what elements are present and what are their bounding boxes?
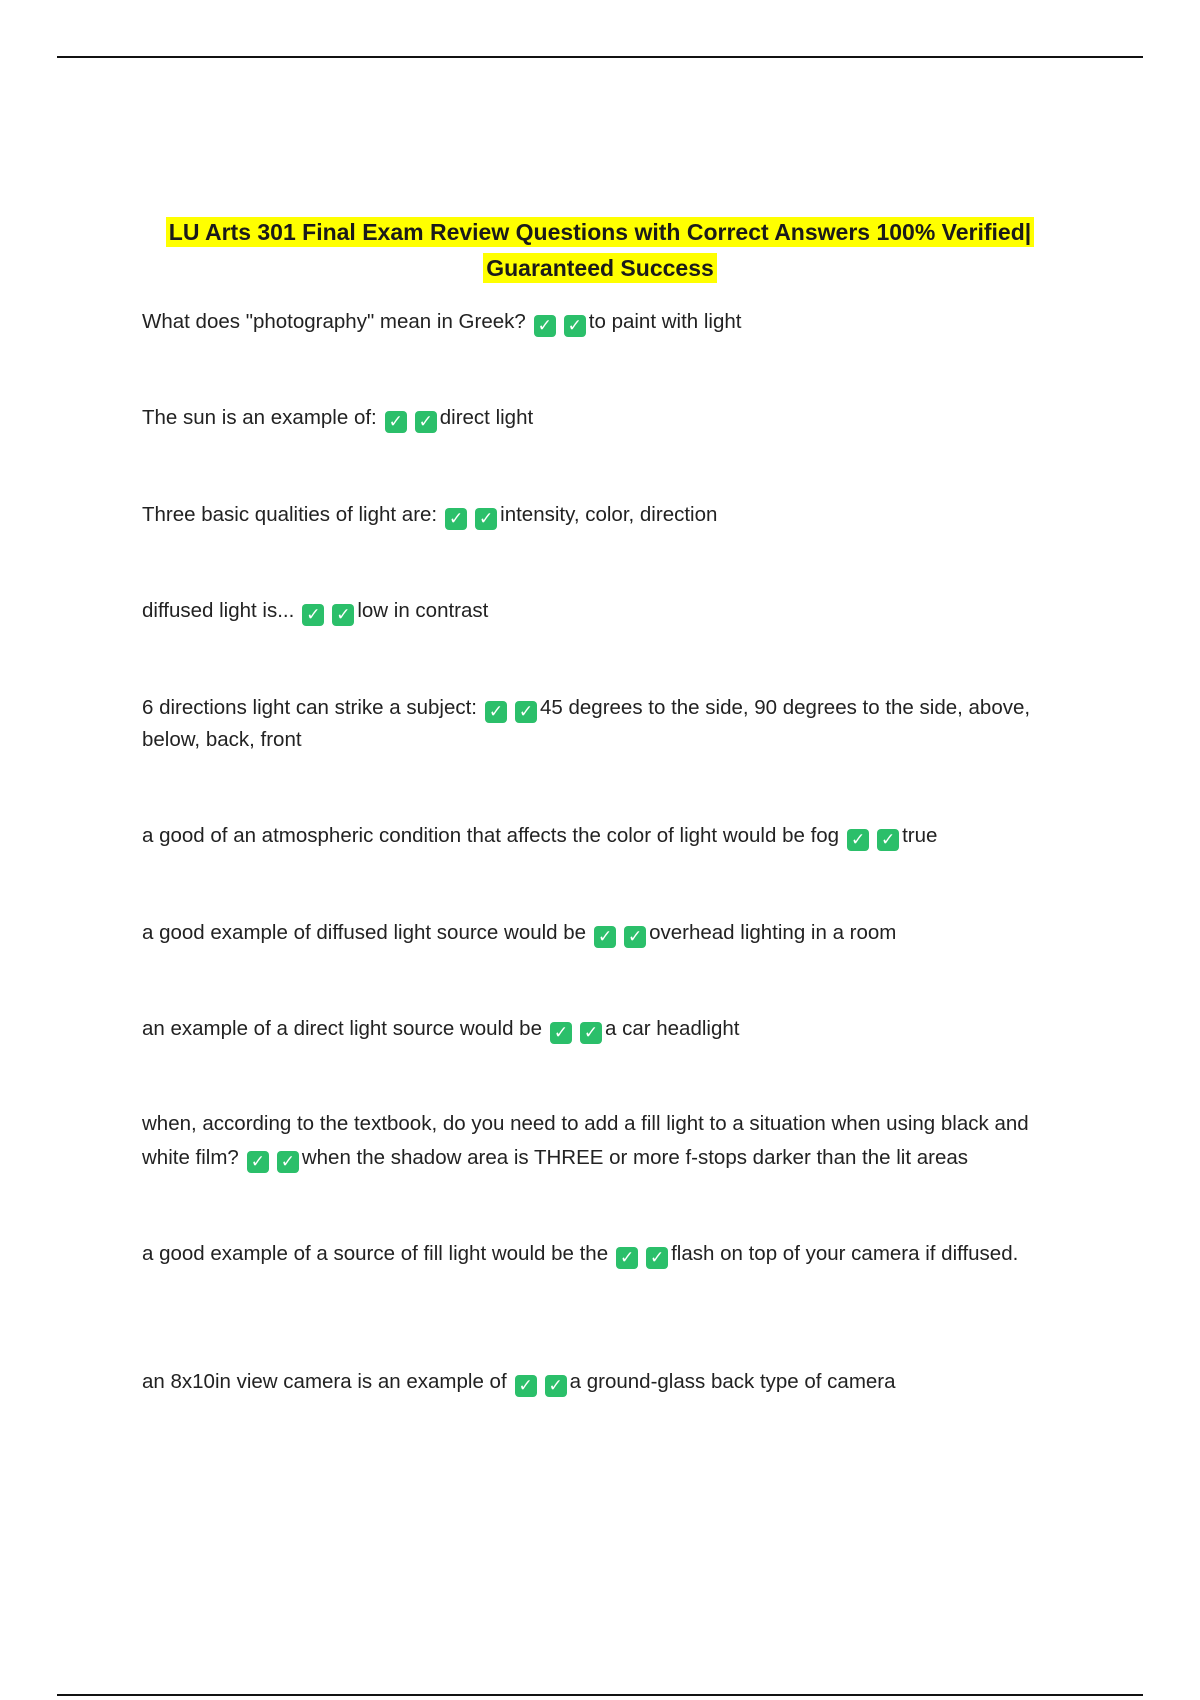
check-icon: ✓ [445, 508, 467, 530]
answer-text: overhead lighting in a room [649, 921, 897, 944]
question-text: 6 directions light can strike a subject: [142, 696, 477, 719]
question-text: The sun is an example of: [142, 406, 377, 429]
question-text: diffused light is... [142, 599, 295, 622]
answer-text: when the shadow area is THREE or more f-stops darker than the lit areas [301, 1146, 969, 1169]
check-icon: ✓ [847, 829, 869, 851]
question-text: when, according to the textbook, do you need to add a fill light to a situation when using black and white film? [142, 1112, 1029, 1169]
check-icon: ✓ [515, 1375, 537, 1397]
check-icon: ✓ [646, 1247, 668, 1269]
title-line-2: Guaranteed Success [483, 253, 717, 283]
document-title [120, 214, 1080, 286]
check-icon: ✓ [616, 1247, 638, 1269]
qa-item [142, 1013, 1062, 1045]
answer-text: true [902, 824, 938, 847]
question-text: an example of a direct light source would be [142, 1017, 542, 1040]
question-text: a good of an atmospheric condition that affects the color of light would be fog [142, 824, 840, 847]
qa-item [142, 402, 1062, 434]
check-icon: ✓ [580, 1022, 602, 1044]
check-icon: ✓ [550, 1022, 572, 1044]
qa-item [142, 306, 1062, 338]
qa-item [142, 692, 1062, 756]
qa-item [142, 1107, 1062, 1175]
qa-item [142, 1238, 1062, 1270]
answer-text: direct light [439, 406, 534, 429]
check-icon: ✓ [277, 1151, 299, 1173]
check-icon: ✓ [877, 829, 899, 851]
check-icon: ✓ [515, 701, 537, 723]
check-icon: ✓ [564, 315, 586, 337]
qa-item [142, 595, 1062, 627]
title-line-1: LU Arts 301 Final Exam Review Questions with Correct Answers 100% Verified| [166, 217, 1034, 247]
qa-item [142, 917, 1062, 949]
check-icon: ✓ [594, 926, 616, 948]
check-icon: ✓ [247, 1151, 269, 1173]
answer-text: low in contrast [357, 599, 489, 622]
question-text: What does "photography" mean in Greek? [142, 310, 526, 333]
check-icon: ✓ [332, 604, 354, 626]
answer-text: a car headlight [604, 1017, 740, 1040]
check-icon: ✓ [302, 604, 324, 626]
check-icon: ✓ [415, 411, 437, 433]
qa-item [142, 1366, 1062, 1398]
answer-text: to paint with light [588, 310, 742, 333]
check-icon: ✓ [624, 926, 646, 948]
qa-item [142, 499, 1062, 531]
bottom-rule [57, 1694, 1143, 1696]
question-text: a good example of a source of fill light would be the [142, 1242, 609, 1265]
answer-text: a ground-glass back type of camera [569, 1370, 896, 1393]
answer-text: flash on top of your camera if diffused. [671, 1242, 1019, 1265]
check-icon: ✓ [534, 315, 556, 337]
top-rule [57, 56, 1143, 58]
check-icon: ✓ [485, 701, 507, 723]
question-text: an 8x10in view camera is an example of [142, 1370, 507, 1393]
qa-item [142, 820, 1062, 852]
check-icon: ✓ [385, 411, 407, 433]
question-text: Three basic qualities of light are: [142, 503, 438, 526]
question-text: a good example of diffused light source would be [142, 921, 587, 944]
check-icon: ✓ [475, 508, 497, 530]
check-icon: ✓ [545, 1375, 567, 1397]
answer-text: intensity, color, direction [500, 503, 718, 526]
answer-text: 45 degrees to the side, 90 degrees to the side, above, below, back, front [142, 696, 1031, 751]
